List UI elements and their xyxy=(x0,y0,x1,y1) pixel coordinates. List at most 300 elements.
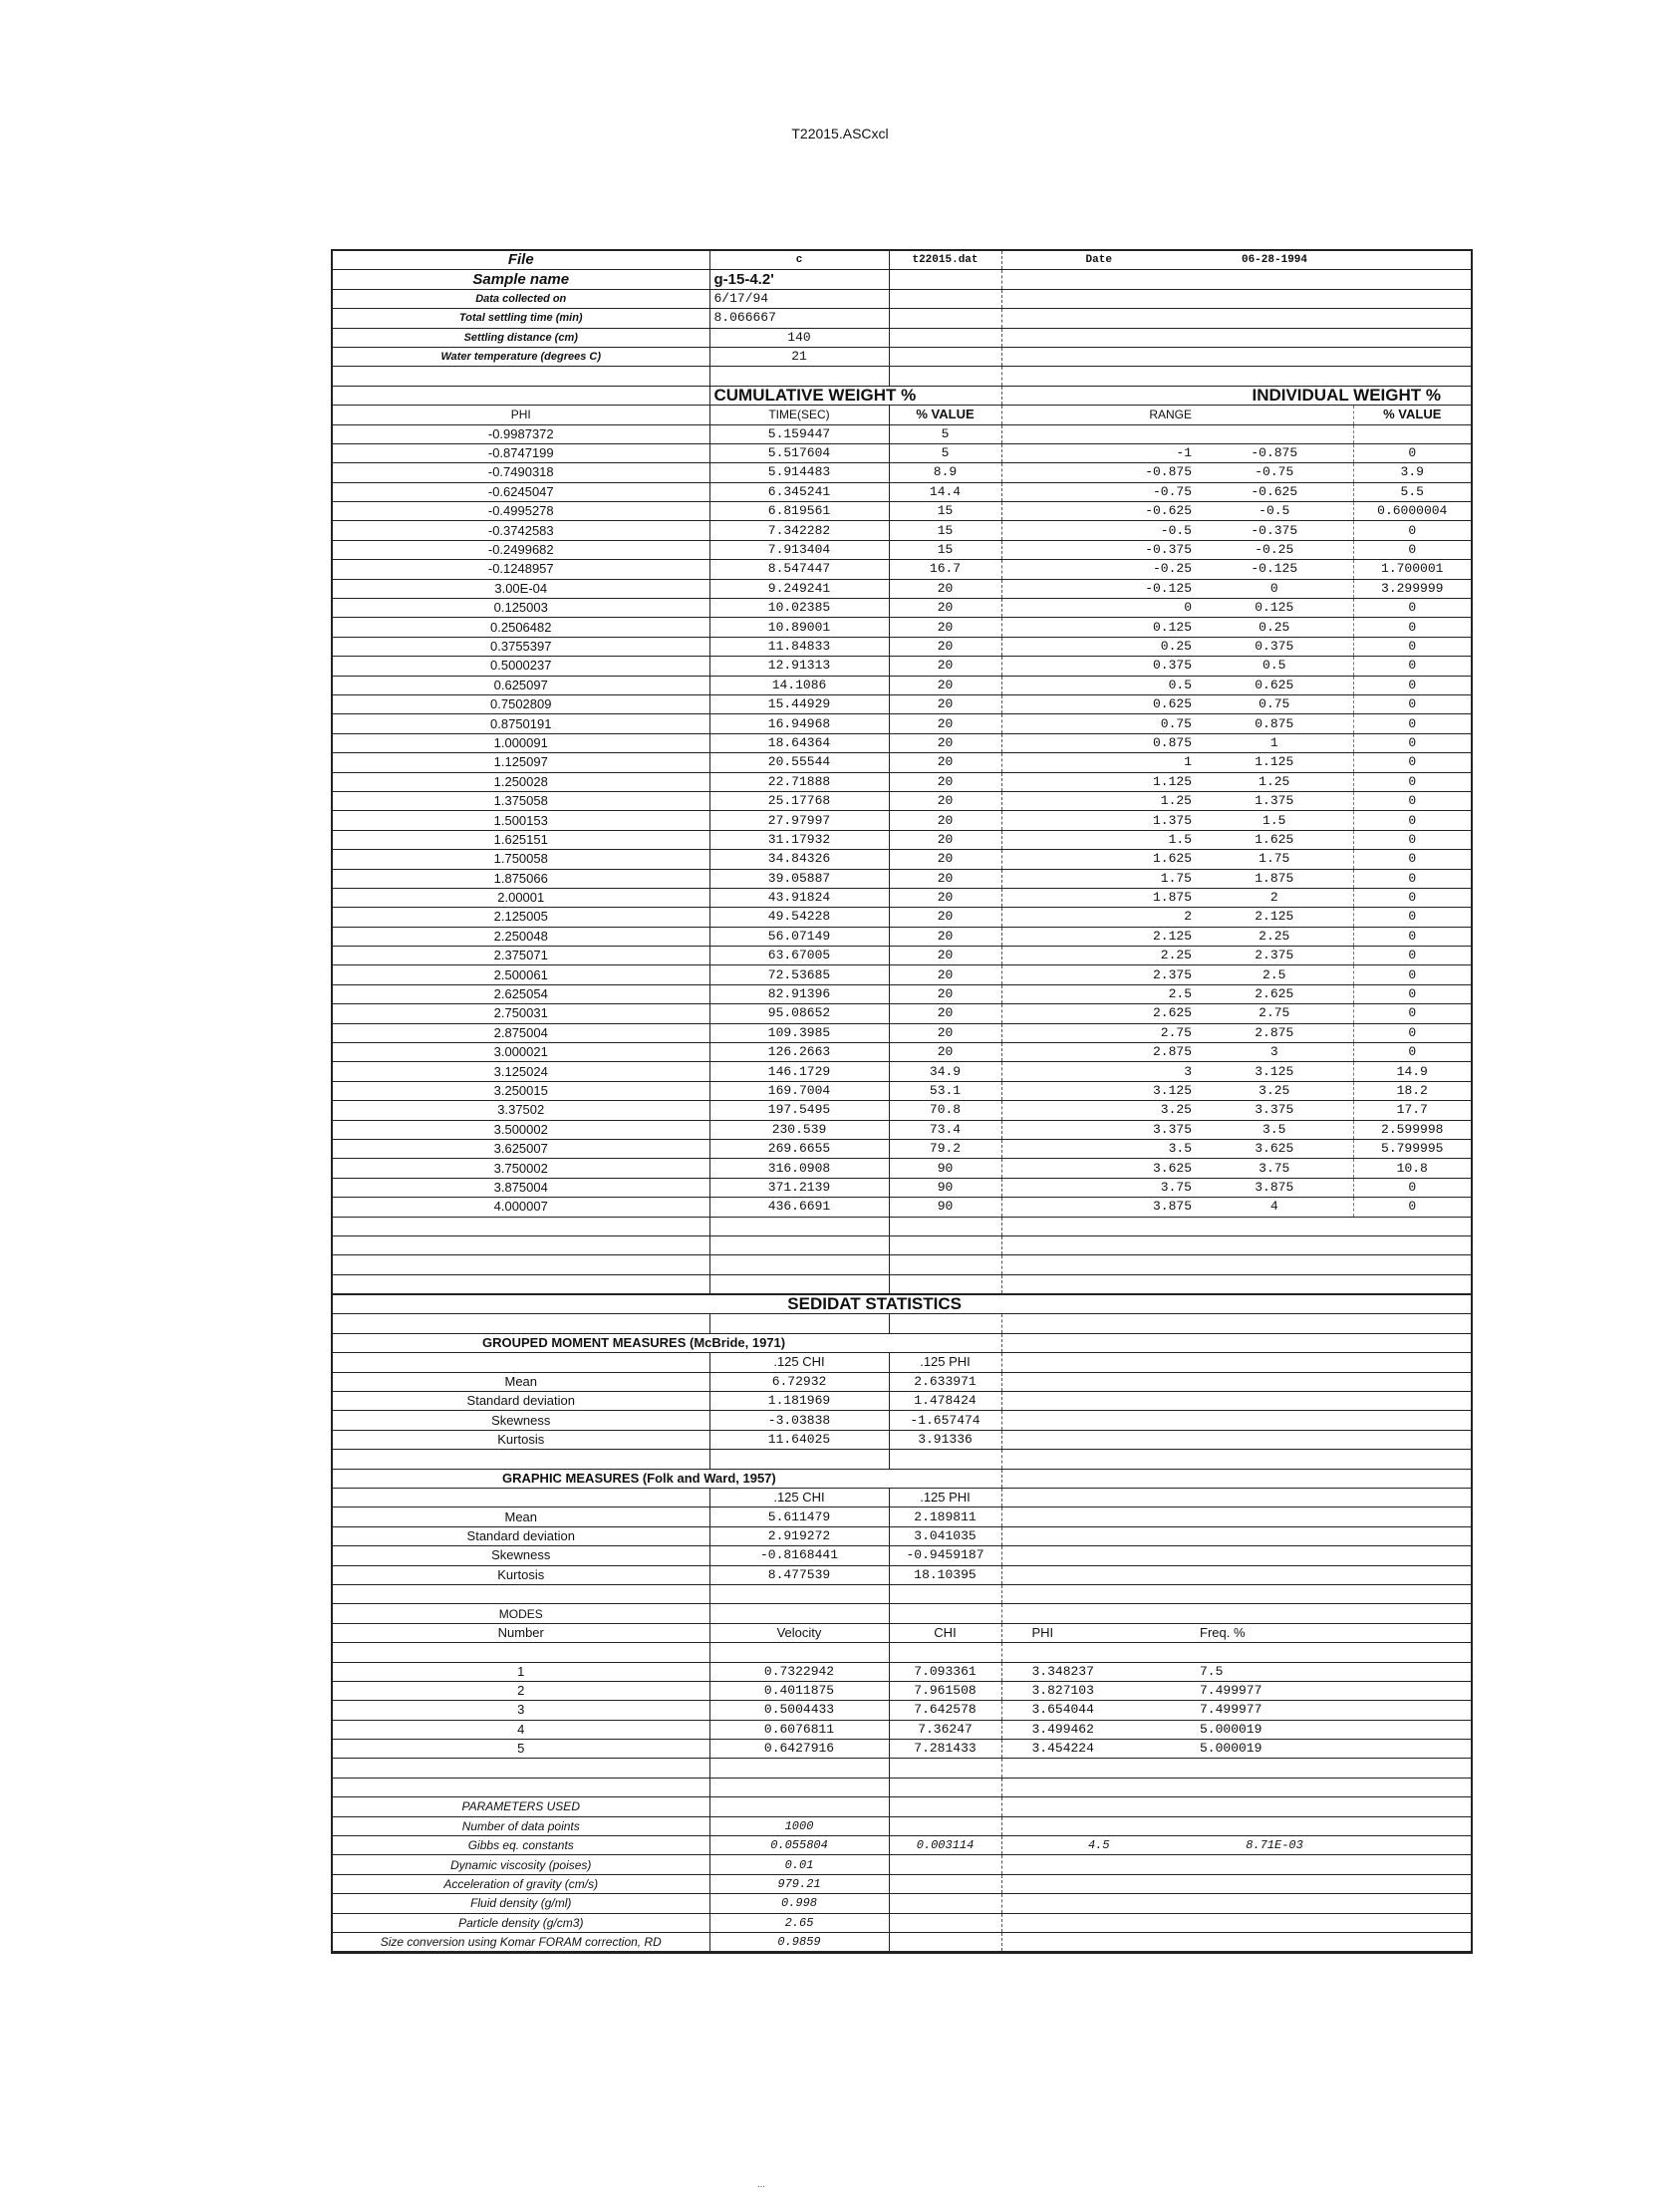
stat-chi: 2.919272 xyxy=(709,1526,889,1545)
cumulative-value-cell: 34.9 xyxy=(889,1062,1001,1081)
phi-cell: -0.6245047 xyxy=(333,482,709,501)
time-cell: 316.0908 xyxy=(709,1159,889,1178)
mode-row xyxy=(333,1662,1471,1681)
stat-phi: 18.10395 xyxy=(889,1565,1001,1584)
range-start-cell: 0.375 xyxy=(1001,657,1196,676)
param-label: Number of data points xyxy=(333,1816,709,1835)
time-cell: 7.342282 xyxy=(709,521,889,540)
cumulative-value-cell: 15 xyxy=(889,502,1001,521)
time-cell: 14.1086 xyxy=(709,676,889,694)
time-cell: 146.1729 xyxy=(709,1062,889,1081)
modes-col-freq: Freq. % xyxy=(1196,1623,1353,1642)
stat-chi: 8.477539 xyxy=(709,1565,889,1584)
data-row xyxy=(333,1004,1471,1023)
param-row xyxy=(333,1816,1471,1835)
phi-cell: 0.7502809 xyxy=(333,694,709,713)
mode-number: 2 xyxy=(333,1681,709,1700)
graphic-col-row xyxy=(333,1489,1471,1507)
time-cell: 7.913404 xyxy=(709,540,889,559)
time-cell: 27.97997 xyxy=(709,811,889,830)
cumulative-value-cell: 20 xyxy=(889,908,1001,927)
cumulative-value-cell: 20 xyxy=(889,850,1001,869)
param-row xyxy=(333,1913,1471,1932)
cumulative-value-cell: 20 xyxy=(889,811,1001,830)
data-row xyxy=(333,811,1471,830)
individual-value-cell: 0 xyxy=(1353,657,1471,676)
range-end-cell: 3.25 xyxy=(1196,1081,1353,1100)
range-start-cell: 2.25 xyxy=(1001,947,1196,965)
data-row xyxy=(333,502,1471,521)
phi-cell: 2.500061 xyxy=(333,965,709,984)
range-end-cell: 3.375 xyxy=(1196,1101,1353,1120)
param-label: Fluid density (g/ml) xyxy=(333,1894,709,1913)
mode-chi: 7.281433 xyxy=(889,1740,1001,1759)
data-row xyxy=(333,1159,1471,1178)
mode-chi: 7.961508 xyxy=(889,1681,1001,1700)
data-row xyxy=(333,657,1471,676)
individual-value-cell: 0 xyxy=(1353,772,1471,791)
data-row xyxy=(333,1178,1471,1197)
range-start-cell: 2.875 xyxy=(1001,1043,1196,1062)
graphic-row xyxy=(333,1507,1471,1526)
stat-label: Skewness xyxy=(333,1411,709,1430)
mode-number: 3 xyxy=(333,1701,709,1720)
phi-cell: 0.8750191 xyxy=(333,714,709,733)
cumulative-value-cell: 5 xyxy=(889,443,1001,462)
param-value-3 xyxy=(1001,1932,1196,1951)
individual-value-cell: 0 xyxy=(1353,830,1471,849)
range-start-cell: 1.625 xyxy=(1001,850,1196,869)
range-end-cell: 0 xyxy=(1196,579,1353,598)
data-row xyxy=(333,579,1471,598)
range-end-cell: 4 xyxy=(1196,1198,1353,1217)
phi-cell: 2.375071 xyxy=(333,947,709,965)
range-start-cell: 0.75 xyxy=(1001,714,1196,733)
param-label: Size conversion using Komar FORAM correction, RD xyxy=(333,1932,709,1951)
phi-cell: 0.5000237 xyxy=(333,657,709,676)
range-start-cell: 3.125 xyxy=(1001,1081,1196,1100)
range-start-cell: -0.75 xyxy=(1001,482,1196,501)
info-row xyxy=(333,328,1471,347)
individual-value-cell: 0 xyxy=(1353,791,1471,810)
individual-value-cell: 0 xyxy=(1353,1198,1471,1217)
data-row xyxy=(333,1139,1471,1158)
individual-value-cell: 0 xyxy=(1353,618,1471,637)
param-value-4 xyxy=(1196,1913,1353,1932)
modes-title: MODES xyxy=(333,1604,709,1623)
time-cell: 18.64364 xyxy=(709,733,889,752)
param-value-3 xyxy=(1001,1855,1196,1874)
info-row xyxy=(333,309,1471,328)
section-header-row xyxy=(333,386,1471,405)
info-row xyxy=(333,347,1471,366)
cumulative-value-cell: 20 xyxy=(889,733,1001,752)
mode-chi: 7.093361 xyxy=(889,1662,1001,1681)
col-ivalue: % VALUE xyxy=(1353,406,1471,424)
mode-chi: 7.642578 xyxy=(889,1701,1001,1720)
data-row xyxy=(333,560,1471,579)
time-cell: 197.5495 xyxy=(709,1101,889,1120)
individual-value-cell: 5.799995 xyxy=(1353,1139,1471,1158)
range-start-cell: 2.125 xyxy=(1001,927,1196,946)
phi-cell: 1.125097 xyxy=(333,753,709,772)
range-start-cell: 1.375 xyxy=(1001,811,1196,830)
stat-label: Kurtosis xyxy=(333,1565,709,1584)
range-start-cell: -0.5 xyxy=(1001,521,1196,540)
time-cell: 20.55544 xyxy=(709,753,889,772)
stat-phi: 3.041035 xyxy=(889,1526,1001,1545)
time-cell: 5.914483 xyxy=(709,463,889,482)
info-label: Data collected on xyxy=(333,289,709,308)
sample-label: Sample name xyxy=(333,270,709,289)
stat-chi: 1.181969 xyxy=(709,1392,889,1411)
stat-chi: 6.72932 xyxy=(709,1372,889,1391)
param-value-2 xyxy=(889,1855,1001,1874)
info-value: 140 xyxy=(709,328,889,347)
time-cell: 49.54228 xyxy=(709,908,889,927)
phi-cell: 2.125005 xyxy=(333,908,709,927)
cumulative-value-cell: 90 xyxy=(889,1178,1001,1197)
individual-value-cell: 17.7 xyxy=(1353,1101,1471,1120)
individual-value-cell: 0 xyxy=(1353,1043,1471,1062)
range-end-cell: 1.375 xyxy=(1196,791,1353,810)
data-row xyxy=(333,927,1471,946)
mode-number: 1 xyxy=(333,1662,709,1681)
range-end-cell: 1.875 xyxy=(1196,869,1353,888)
param-value-4 xyxy=(1196,1932,1353,1951)
data-row xyxy=(333,733,1471,752)
mode-number: 4 xyxy=(333,1720,709,1739)
phi-cell: 2.750031 xyxy=(333,1004,709,1023)
phi-cell: 0.125003 xyxy=(333,599,709,618)
time-cell: 230.539 xyxy=(709,1120,889,1139)
modes-col-phi: PHI xyxy=(1001,1623,1196,1642)
param-value-4 xyxy=(1196,1874,1353,1893)
stat-phi: -0.9459187 xyxy=(889,1546,1001,1565)
data-row xyxy=(333,463,1471,482)
range-end-cell: -0.375 xyxy=(1196,521,1353,540)
individual-value-cell: 5.5 xyxy=(1353,482,1471,501)
range-start-cell: 1.5 xyxy=(1001,830,1196,849)
data-row xyxy=(333,482,1471,501)
col-chi: .125 CHI xyxy=(709,1489,889,1507)
phi-cell: 3.000021 xyxy=(333,1043,709,1062)
range-end-cell: 2.25 xyxy=(1196,927,1353,946)
range-start-cell: 2.75 xyxy=(1001,1023,1196,1042)
range-end-cell: 0.375 xyxy=(1196,637,1353,656)
range-end-cell: -0.25 xyxy=(1196,540,1353,559)
range-end-cell: 2.875 xyxy=(1196,1023,1353,1042)
param-row xyxy=(333,1836,1471,1855)
range-start-cell: -0.625 xyxy=(1001,502,1196,521)
params-title-row xyxy=(333,1797,1471,1816)
cumulative-value-cell: 73.4 xyxy=(889,1120,1001,1139)
cumulative-value-cell: 15 xyxy=(889,540,1001,559)
data-row xyxy=(333,850,1471,869)
mode-freq: 5.000019 xyxy=(1196,1720,1353,1739)
stat-phi: 2.633971 xyxy=(889,1372,1001,1391)
param-label: Particle density (g/cm3) xyxy=(333,1913,709,1932)
stat-phi: 2.189811 xyxy=(889,1507,1001,1526)
cumulative-value-cell: 79.2 xyxy=(889,1139,1001,1158)
cumulative-value-cell: 20 xyxy=(889,599,1001,618)
phi-cell: 1.750058 xyxy=(333,850,709,869)
cumulative-value-cell: 20 xyxy=(889,984,1001,1003)
file-label: File xyxy=(333,251,709,270)
range-start-cell: 0.125 xyxy=(1001,618,1196,637)
info-label: Water temperature (degrees C) xyxy=(333,347,709,366)
cumulative-value-cell: 20 xyxy=(889,618,1001,637)
range-start-cell xyxy=(1001,424,1196,443)
phi-cell: 3.750002 xyxy=(333,1159,709,1178)
mode-row xyxy=(333,1701,1471,1720)
param-value-3 xyxy=(1001,1913,1196,1932)
mode-row xyxy=(333,1720,1471,1739)
individual-value-cell: 0 xyxy=(1353,521,1471,540)
mode-row xyxy=(333,1681,1471,1700)
time-cell: 11.84833 xyxy=(709,637,889,656)
phi-cell: 1.625151 xyxy=(333,830,709,849)
mode-velocity: 0.4011875 xyxy=(709,1681,889,1700)
stats-body xyxy=(333,1255,1471,1662)
individual-value-cell: 0 xyxy=(1353,850,1471,869)
mode-phi: 3.499462 xyxy=(1001,1720,1196,1739)
range-end-cell: 3.875 xyxy=(1196,1178,1353,1197)
param-value-1: 979.21 xyxy=(709,1874,889,1893)
phi-cell: 0.625097 xyxy=(333,676,709,694)
info-label: Total settling time (min) xyxy=(333,309,709,328)
grouped-row xyxy=(333,1372,1471,1391)
stat-label: Mean xyxy=(333,1507,709,1526)
grouped-row xyxy=(333,1392,1471,1411)
cumulative-value-cell: 20 xyxy=(889,676,1001,694)
time-cell: 9.249241 xyxy=(709,579,889,598)
stat-label: Standard deviation xyxy=(333,1526,709,1545)
cumulative-value-cell: 90 xyxy=(889,1159,1001,1178)
individual-value-cell: 0 xyxy=(1353,965,1471,984)
phi-cell: 1.500153 xyxy=(333,811,709,830)
stat-phi: 1.478424 xyxy=(889,1392,1001,1411)
individual-header: INDIVIDUAL WEIGHT % xyxy=(1001,386,1471,405)
cumulative-value-cell: 20 xyxy=(889,714,1001,733)
mode-freq: 5.000019 xyxy=(1196,1740,1353,1759)
range-start-cell: 1.875 xyxy=(1001,888,1196,907)
modes-title-row xyxy=(333,1604,1471,1623)
stat-chi: -0.8168441 xyxy=(709,1546,889,1565)
range-end-cell: 1.5 xyxy=(1196,811,1353,830)
data-row xyxy=(333,521,1471,540)
param-value-2 xyxy=(889,1932,1001,1951)
phi-cell: -0.8747199 xyxy=(333,443,709,462)
phi-cell: 3.00E-04 xyxy=(333,579,709,598)
individual-value-cell: 0 xyxy=(1353,908,1471,927)
time-cell: 436.6691 xyxy=(709,1198,889,1217)
data-row xyxy=(333,947,1471,965)
cumulative-value-cell: 20 xyxy=(889,1004,1001,1023)
phi-cell: 3.37502 xyxy=(333,1101,709,1120)
time-cell: 12.91313 xyxy=(709,657,889,676)
mode-freq: 7.5 xyxy=(1196,1662,1353,1681)
stat-chi: -3.03838 xyxy=(709,1411,889,1430)
cumulative-value-cell: 20 xyxy=(889,965,1001,984)
mode-velocity: 0.6427916 xyxy=(709,1740,889,1759)
stats-title: SEDIDAT STATISTICS xyxy=(333,1294,1001,1314)
range-start-cell: 3.75 xyxy=(1001,1178,1196,1197)
time-cell: 16.94968 xyxy=(709,714,889,733)
modes-col-number: Number xyxy=(333,1623,709,1642)
sheet-body xyxy=(333,251,1471,424)
grouped-row xyxy=(333,1430,1471,1449)
col-value: % VALUE xyxy=(889,406,1001,424)
cumulative-value-cell: 20 xyxy=(889,830,1001,849)
modes-col-chi: CHI xyxy=(889,1623,1001,1642)
param-value-1: 0.01 xyxy=(709,1855,889,1874)
info-value: 6/17/94 xyxy=(709,289,889,308)
data-body xyxy=(333,424,1471,1255)
phi-cell: 3.250015 xyxy=(333,1081,709,1100)
range-end-cell: -0.125 xyxy=(1196,560,1353,579)
stats-title-row xyxy=(333,1294,1471,1314)
range-start-cell: 3.375 xyxy=(1001,1120,1196,1139)
col-phi: PHI xyxy=(333,406,709,424)
param-value-2 xyxy=(889,1894,1001,1913)
range-end-cell: 2.375 xyxy=(1196,947,1353,965)
range-end-cell xyxy=(1196,424,1353,443)
range-end-cell: 1 xyxy=(1196,733,1353,752)
individual-value-cell: 0 xyxy=(1353,888,1471,907)
data-row xyxy=(333,1198,1471,1217)
file-row xyxy=(333,251,1471,270)
range-start-cell: 0.25 xyxy=(1001,637,1196,656)
phi-cell: 1.875066 xyxy=(333,869,709,888)
individual-value-cell: 0 xyxy=(1353,733,1471,752)
document-title: T22015.ASCxcl xyxy=(791,126,889,141)
stat-label: Skewness xyxy=(333,1546,709,1565)
range-end-cell: -0.625 xyxy=(1196,482,1353,501)
phi-cell: -0.9987372 xyxy=(333,424,709,443)
graphic-title: GRAPHIC MEASURES (Folk and Ward, 1957) xyxy=(333,1469,889,1488)
param-value-2 xyxy=(889,1913,1001,1932)
time-cell: 10.89001 xyxy=(709,618,889,637)
mode-velocity: 0.5004433 xyxy=(709,1701,889,1720)
data-row xyxy=(333,1081,1471,1100)
graphic-row xyxy=(333,1546,1471,1565)
time-cell: 5.517604 xyxy=(709,443,889,462)
range-end-cell: 3.75 xyxy=(1196,1159,1353,1178)
range-end-cell: 0.875 xyxy=(1196,714,1353,733)
cumulative-header: CUMULATIVE WEIGHT % xyxy=(709,386,1001,405)
range-start-cell: 0.875 xyxy=(1001,733,1196,752)
range-start-cell: 3.5 xyxy=(1001,1139,1196,1158)
data-row xyxy=(333,791,1471,810)
time-cell: 22.71888 xyxy=(709,772,889,791)
cumulative-value-cell: 5 xyxy=(889,424,1001,443)
data-row xyxy=(333,1101,1471,1120)
cumulative-value-cell: 20 xyxy=(889,657,1001,676)
individual-value-cell: 0 xyxy=(1353,443,1471,462)
mode-chi: 7.36247 xyxy=(889,1720,1001,1739)
individual-value-cell: 3.9 xyxy=(1353,463,1471,482)
range-end-cell: 3.5 xyxy=(1196,1120,1353,1139)
data-row xyxy=(333,443,1471,462)
range-end-cell: 0.125 xyxy=(1196,599,1353,618)
column-header-row xyxy=(333,406,1471,424)
data-row xyxy=(333,618,1471,637)
phi-cell: 3.125024 xyxy=(333,1062,709,1081)
range-end-cell: 0.75 xyxy=(1196,694,1353,713)
data-row xyxy=(333,540,1471,559)
individual-value-cell: 0 xyxy=(1353,927,1471,946)
range-start-cell: 1.75 xyxy=(1001,869,1196,888)
cumulative-value-cell: 20 xyxy=(889,927,1001,946)
range-end-cell: 2.75 xyxy=(1196,1004,1353,1023)
time-cell: 34.84326 xyxy=(709,850,889,869)
param-value-3 xyxy=(1001,1894,1196,1913)
param-value-4 xyxy=(1196,1855,1353,1874)
individual-value-cell: 0 xyxy=(1353,599,1471,618)
data-row xyxy=(333,424,1471,443)
individual-value-cell: 0.6000004 xyxy=(1353,502,1471,521)
individual-value-cell: 3.299999 xyxy=(1353,579,1471,598)
cumulative-value-cell: 20 xyxy=(889,791,1001,810)
graphic-row xyxy=(333,1565,1471,1584)
mode-velocity: 0.7322942 xyxy=(709,1662,889,1681)
grouped-col-row xyxy=(333,1353,1471,1372)
range-end-cell: 2 xyxy=(1196,888,1353,907)
cumulative-value-cell: 53.1 xyxy=(889,1081,1001,1100)
cumulative-value-cell: 20 xyxy=(889,637,1001,656)
phi-cell: 0.2506482 xyxy=(333,618,709,637)
data-row xyxy=(333,772,1471,791)
range-end-cell: 0.25 xyxy=(1196,618,1353,637)
stat-phi: 3.91336 xyxy=(889,1430,1001,1449)
param-row xyxy=(333,1932,1471,1951)
info-label: Settling distance (cm) xyxy=(333,328,709,347)
param-value-3: 4.5 xyxy=(1001,1836,1196,1855)
mode-phi: 3.654044 xyxy=(1001,1701,1196,1720)
param-row xyxy=(333,1874,1471,1893)
param-value-2: 0.003114 xyxy=(889,1836,1001,1855)
range-end-cell: 3.125 xyxy=(1196,1062,1353,1081)
date-value: 06-28-1994 xyxy=(1196,251,1353,270)
modes-body xyxy=(333,1662,1471,1759)
cumulative-value-cell: 8.9 xyxy=(889,463,1001,482)
param-value-2 xyxy=(889,1816,1001,1835)
data-row xyxy=(333,1023,1471,1042)
range-start-cell: 0.5 xyxy=(1001,676,1196,694)
phi-cell: -0.4995278 xyxy=(333,502,709,521)
data-row xyxy=(333,869,1471,888)
grouped-row xyxy=(333,1411,1471,1430)
param-label: Dynamic viscosity (poises) xyxy=(333,1855,709,1874)
time-cell: 25.17768 xyxy=(709,791,889,810)
sample-value: g-15-4.2' xyxy=(709,270,889,289)
params-title: PARAMETERS USED xyxy=(333,1797,709,1816)
info-value: 8.066667 xyxy=(709,309,889,328)
phi-cell: -0.1248957 xyxy=(333,560,709,579)
param-value-1: 2.65 xyxy=(709,1913,889,1932)
time-cell: 56.07149 xyxy=(709,927,889,946)
data-row xyxy=(333,830,1471,849)
param-value-3 xyxy=(1001,1874,1196,1893)
range-start-cell: 3 xyxy=(1001,1062,1196,1081)
individual-value-cell: 0 xyxy=(1353,984,1471,1003)
range-end-cell: 2.125 xyxy=(1196,908,1353,927)
individual-value-cell: 0 xyxy=(1353,714,1471,733)
cumulative-value-cell: 20 xyxy=(889,694,1001,713)
range-end-cell: 3.625 xyxy=(1196,1139,1353,1158)
individual-value-cell: 18.2 xyxy=(1353,1081,1471,1100)
